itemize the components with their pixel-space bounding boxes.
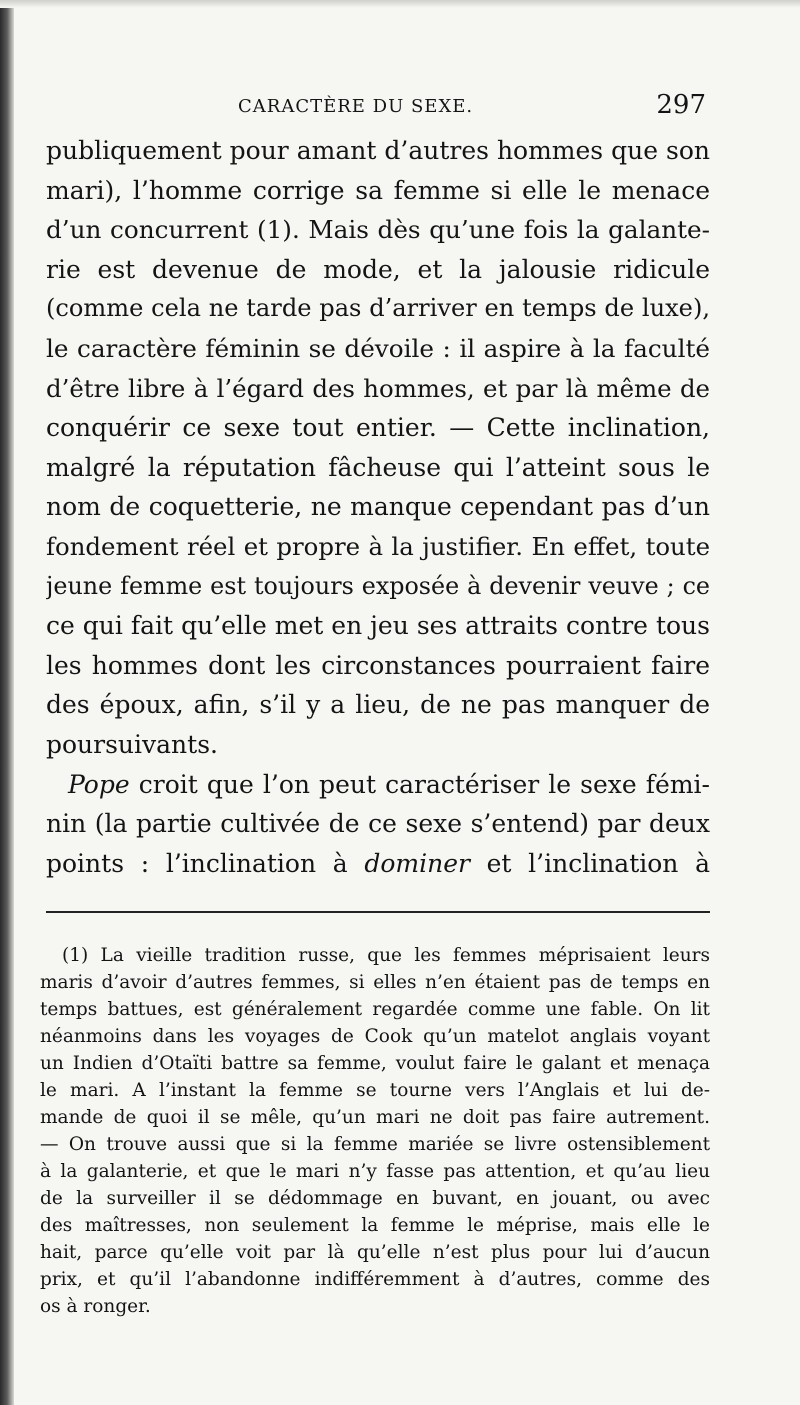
paragraph2-line3 bbox=[46, 844, 710, 884]
italic-name-pope: Pope bbox=[68, 769, 130, 799]
paragraph2-line1 bbox=[46, 765, 710, 805]
text-line: nom de coquetterie, ne manque cependant pas d’un bbox=[46, 492, 710, 522]
scan-edge-shadow bbox=[0, 0, 14, 1405]
footnote-line: mande de quoi il se mêle, qu’un mari ne doit pas faire autrement. bbox=[40, 1107, 710, 1128]
text-line: d’être libre à l’égard des hommes, et par là même de bbox=[46, 373, 710, 403]
running-title: CARACTÈRE DU SEXE. bbox=[238, 96, 474, 117]
text-line: poursuivants. bbox=[46, 729, 218, 759]
text-line: jeune femme est toujours exposée à devenir veuve ; ce bbox=[46, 571, 710, 600]
footnote-line: — On trouve aussi que si la femme mariée se livre ostensiblement bbox=[40, 1134, 710, 1155]
text-line: publiquement pour amant d’autres hommes que son bbox=[46, 136, 710, 165]
text-segment: croit que l’on peut caractériser le sexe fémi- bbox=[129, 769, 710, 799]
text-line: des époux, afin, s’il y a lieu, de ne pas manquer de bbox=[46, 690, 710, 720]
text-line: les hommes dont les circonstances pourraient faire bbox=[46, 650, 710, 680]
footnote bbox=[40, 942, 710, 1320]
footnote-line: prix, et qu’il l’abandonne indifféremment à d’autres, comme des bbox=[40, 1269, 710, 1290]
text-line: mari), l’homme corrige sa femme si elle le menace bbox=[46, 175, 710, 205]
scan-top-shadow bbox=[0, 0, 800, 8]
footnote-line: à la galanterie, et que le mari n’y fasse pas attention, et qu’au lieu bbox=[40, 1161, 710, 1182]
footnote-line: temps battues, est généralement regardée comme une fable. On lit bbox=[40, 999, 710, 1020]
text-line: le caractère féminin se dévoile : il aspire à la faculté bbox=[46, 333, 710, 363]
footnote-line: (1) La vieille tradition russe, que les femmes méprisaient leurs bbox=[62, 945, 710, 966]
text-line: fondement réel et propre à la justifier. En effet, toute bbox=[46, 531, 710, 561]
main-text bbox=[46, 131, 710, 883]
footnote-line: de la surveiller il se dédommage en buvant, en jouant, ou avec bbox=[40, 1188, 710, 1209]
paragraph2-line2: nin (la partie cultivée de ce sexe s’entend) par deux bbox=[46, 809, 710, 839]
footnote-divider bbox=[46, 911, 710, 913]
text-line: (comme cela ne tarde pas d’arriver en temps de luxe), bbox=[46, 294, 710, 323]
text-line: rie est devenue de mode, et la jalousie ridicule bbox=[46, 254, 710, 284]
italic-word-dominer: dominer bbox=[364, 848, 470, 878]
text-line: ce qui fait qu’elle met en jeu ses attraits contre tous bbox=[46, 611, 710, 641]
footnote-line: un Indien d’Otaïti battre sa femme, voulut faire le galant et menaça bbox=[40, 1053, 710, 1074]
text-segment: et l’inclination à bbox=[469, 848, 710, 878]
text-line: malgré la réputation fâcheuse qui l’atteint sous le bbox=[46, 452, 710, 482]
footnote-line: maris d’avoir d’autres femmes, si elles n’en étaient pas de temps en bbox=[40, 972, 710, 993]
running-head bbox=[50, 90, 710, 124]
text-line: conquérir ce sexe tout entier. — Cette inclination, bbox=[46, 413, 710, 443]
text-segment: points : l’inclination à bbox=[46, 848, 365, 878]
footnote-line: hait, parce qu’elle voit par là qu’elle n’est plus pour lui d’aucun bbox=[40, 1242, 710, 1263]
text-line: d’un concurrent (1). Mais dès qu’une fois la galante- bbox=[46, 215, 710, 245]
footnote-line: néanmoins dans les voyages de Cook qu’un matelot anglais voyant bbox=[40, 1026, 710, 1047]
footnote-line: le mari. A l’instant la femme se tourne vers l’Anglais et lui de- bbox=[40, 1080, 710, 1101]
footnote-line: os à ronger. bbox=[40, 1296, 151, 1317]
page-number: 297 bbox=[656, 90, 706, 120]
footnote-line: des maîtresses, non seulement la femme le méprise, mais elle le bbox=[40, 1215, 710, 1236]
